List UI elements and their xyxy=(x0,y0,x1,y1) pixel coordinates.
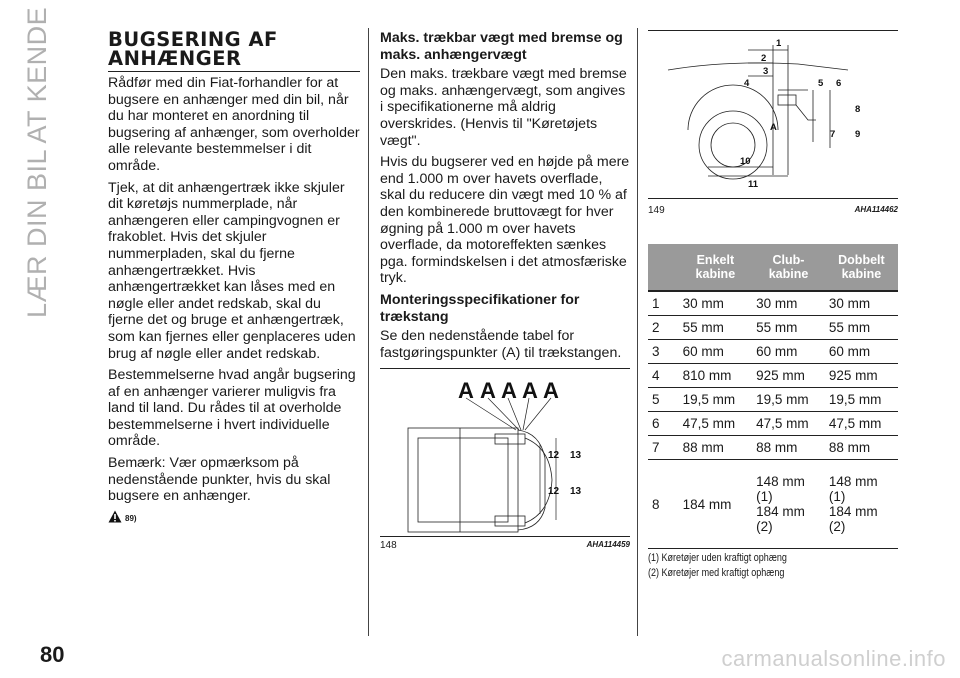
table-cell: 88 mm xyxy=(825,436,898,460)
table-header: Club-kabine xyxy=(752,244,825,291)
page-number: 80 xyxy=(40,642,65,667)
table-cell: 19,5 mm xyxy=(752,388,825,412)
column-middle xyxy=(380,30,630,366)
paragraph: Bemærk: Vær opmærksom på nedenstående punkter, hvis du skal bugsere en anhænger. xyxy=(108,455,331,505)
dimension-label: 5 xyxy=(818,78,824,89)
figure-149-caption xyxy=(648,205,898,216)
table-cell: 810 mm xyxy=(679,364,753,388)
table-cell: 925 mm xyxy=(825,364,898,388)
figure-number: 149 xyxy=(648,205,665,216)
dimension-label: 11 xyxy=(748,179,759,190)
table-cell: 6 xyxy=(648,412,679,436)
paragraph: Bestemmelserne hvad angår bugsering af en anhænger varierer muligvis fra land til land. Du rådes til at overholde bestemmelserne i hvert individuelle område. xyxy=(108,367,356,450)
dimension-label: 10 xyxy=(740,156,751,167)
watermark: carmanualsonline.info xyxy=(721,646,946,671)
dimension-label: A xyxy=(770,122,777,133)
dimension-label: 8 xyxy=(855,104,861,115)
dimension-label: 6 xyxy=(836,78,842,89)
table-cell: 1 xyxy=(648,291,679,316)
table-row xyxy=(648,364,898,388)
dimensions-table-wrap xyxy=(648,244,898,581)
figure-code: AHA114462 xyxy=(854,205,898,214)
table-row xyxy=(648,412,898,436)
figure-149-tow-dimensions xyxy=(648,30,898,200)
table-cell: 5 xyxy=(648,388,679,412)
title-rule xyxy=(108,71,360,72)
dimension-label: 7 xyxy=(830,129,836,140)
table-cell: 148 mm (1) 184 mm (2) xyxy=(825,460,898,549)
table-cell: 60 mm xyxy=(825,340,898,364)
table-cell: 184 mm xyxy=(679,460,753,549)
paragraph: Se den nedenstående tabel for fastgøringspunkter (A) til trækstangen. xyxy=(380,328,622,361)
column-left xyxy=(108,30,360,523)
column-divider xyxy=(637,28,638,636)
dimension-label: 9 xyxy=(855,129,861,140)
table-cell: 55 mm xyxy=(679,316,753,340)
dimension-label: 12 xyxy=(548,450,560,461)
subheading: Maks. trækbar vægt med bremse og maks. anhængervægt xyxy=(380,30,623,63)
dimension-label: 4 xyxy=(744,78,750,89)
paragraph: Rådfør med din Fiat-forhandler for at bugsere en anhænger med din bil, når du har monteret en anordning til bugsering af anhænger, som overholder alle relevante bestemmelser i dit område. xyxy=(108,75,360,174)
figure-number: 148 xyxy=(380,540,397,551)
table-footnote: (2) Køretøjer med kraftigt ophæng xyxy=(648,567,785,579)
table-cell: 30 mm xyxy=(825,291,898,316)
table-cell: 2 xyxy=(648,316,679,340)
figure-148-tow-points xyxy=(380,368,630,538)
table-cell: 148 mm (1) 184 mm (2) xyxy=(752,460,825,549)
chapter-title: LÆR DIN BIL AT KENDE xyxy=(22,6,52,318)
tow-point-label: A xyxy=(522,378,538,403)
table-header: Dobbelt kabine xyxy=(825,244,898,291)
column-divider xyxy=(368,28,369,636)
tow-bar-side-view-illustration xyxy=(648,30,898,200)
table-cell: 60 mm xyxy=(679,340,753,364)
table-cell: 19,5 mm xyxy=(825,388,898,412)
table-header-row xyxy=(648,244,898,291)
table-cell: 47,5 mm xyxy=(752,412,825,436)
table-row xyxy=(648,340,898,364)
tow-point-label: A xyxy=(480,378,496,403)
paragraph: Tjek, at dit anhængertræk ikke skjuler dit køretøjs nummerplade, når anhængeren eller campingvognen er frakoblet. Hvis det skjuler nummerpladen, skal du fjerne anhængertrækket. Hvis anhængertrækket kan låses med en nøgle eller andet redskab, skal du fjerne det og bruge et anhængertræk, som kan fjernes eller genplaceres uden brug af nøgle eller andet redskab. xyxy=(108,179,356,362)
table-cell: 30 mm xyxy=(679,291,753,316)
dimension-label: 12 xyxy=(548,486,560,497)
dimension-label: 13 xyxy=(570,450,582,461)
dimension-label: 1 xyxy=(776,38,782,49)
warning-triangle-icon xyxy=(108,510,122,523)
figure-code: AHA114459 xyxy=(586,540,630,549)
chapter-sidebar xyxy=(22,6,72,318)
table-cell: 30 mm xyxy=(752,291,825,316)
table-cell: 4 xyxy=(648,364,679,388)
table-cell: 47,5 mm xyxy=(825,412,898,436)
table-cell: 88 mm xyxy=(679,436,753,460)
table-footnote: (1) Køretøjer uden kraftigt ophæng xyxy=(648,552,787,564)
section-title: BUGSERING AF ANHÆNGER xyxy=(108,28,278,70)
dimension-label: 3 xyxy=(763,66,769,77)
table-cell: 7 xyxy=(648,436,679,460)
table-header: Enkelt kabine xyxy=(679,244,753,291)
table-cell: 55 mm xyxy=(752,316,825,340)
table-cell: 88 mm xyxy=(752,436,825,460)
table-row xyxy=(648,436,898,460)
table-cell: 47,5 mm xyxy=(679,412,753,436)
dimension-label: 13 xyxy=(570,486,582,497)
table-cell: 55 mm xyxy=(825,316,898,340)
table-cell: 8 xyxy=(648,460,679,549)
figure-148-caption xyxy=(380,540,630,551)
table-cell: 925 mm xyxy=(752,364,825,388)
table-header xyxy=(648,244,679,291)
dimensions-table xyxy=(648,244,898,549)
table-row xyxy=(648,291,898,316)
tow-point-label: A xyxy=(458,378,474,403)
table-row xyxy=(648,460,898,549)
table-cell: 60 mm xyxy=(752,340,825,364)
paragraph: Den maks. trækbare vægt med bremse og maks. anhængervægt, som angives i specifikationerne må aldrig overskrides. (Henvis til "Køretøjets vægt". xyxy=(380,66,627,149)
warning-reference: 89) xyxy=(108,510,360,523)
dimension-label: 2 xyxy=(761,53,767,64)
table-cell: 3 xyxy=(648,340,679,364)
paragraph: Hvis du bugserer ved en højde på mere end 1.000 m over havets overflade, skal du reducere din vægt med 10 % af den kombinerede bruttovægt for hver øgning på 1.000 m over havets overflade, da motoreffekten sænkes pga. formindskelsen i det atmosfæriske tryk. xyxy=(380,154,630,287)
tow-point-label: A xyxy=(543,378,559,403)
table-cell: 19,5 mm xyxy=(679,388,753,412)
table-row xyxy=(648,316,898,340)
subheading: Monteringsspecifikationer for trækstang xyxy=(380,291,580,325)
tow-bar-top-view-illustration xyxy=(380,368,630,538)
table-row xyxy=(648,388,898,412)
tow-point-label: A xyxy=(501,378,517,403)
table-notes xyxy=(648,551,898,581)
